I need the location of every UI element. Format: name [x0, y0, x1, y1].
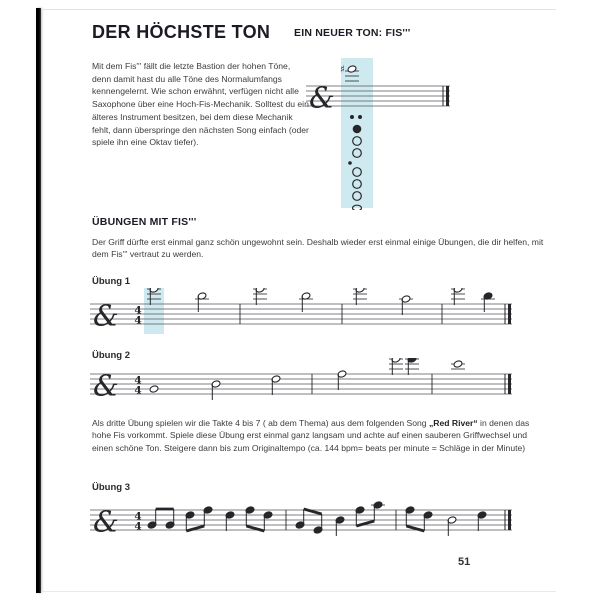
- page-number: 51: [458, 556, 471, 568]
- svg-text:♯: ♯: [340, 64, 345, 76]
- exercise-1-staff: [90, 288, 512, 334]
- page-title: DER HÖCHSTE TON: [92, 22, 271, 42]
- saxophone-fingering-chart: [342, 110, 372, 210]
- new-tone-staff: [306, 60, 450, 110]
- new-tone-heading: EIN NEUER TON: FIS''': [294, 27, 411, 39]
- exercises-heading: ÜBUNGEN MIT FIS''': [92, 216, 197, 228]
- svg-text:4: 4: [134, 314, 142, 327]
- exercise-1-label: Übung 1: [92, 276, 130, 287]
- song-text-after: in denen das hohe Fis vorkommt. Spiele diese Übung erst einmal ganz langsam und achte auf einen sauberen Griffwechsel und einen schöne Ton. Steigere dann bis zum Originaltempo (ca. 144 bpm= beats per minute = Schläge in der Minute): [92, 418, 530, 453]
- exercise-2-staff: [90, 358, 512, 404]
- svg-text:4: 4: [134, 304, 142, 317]
- intro-paragraph: Mit dem Fis''' fällt die letzte Bastion der hohen Töne, denn damit hast du alle Töne des Normalumfangs kennengelernt. Wie schon erwähnt, verfügen nicht alle Saxophone über eine Hoch-Fis-Mechanik. Solltest du ein älteres Instrument besitzen, bei dem diese Mechanik fehlt, dann überspringe den nächsten Song einfach (oder spiele ihn eine Oktav tiefer).: [92, 61, 309, 148]
- page-binding-edge: [36, 8, 41, 593]
- exercise-2-label: Übung 2: [92, 350, 130, 361]
- svg-text:&: &: [93, 298, 119, 333]
- exercise-3-label: Übung 3: [92, 482, 130, 493]
- svg-text:4: 4: [134, 374, 142, 387]
- svg-text:&: &: [93, 504, 119, 539]
- svg-text:&: &: [309, 80, 335, 110]
- exercises-intro-text: Der Griff dürfte erst einmal ganz schön ungewohnt sein. Deshalb wieder erst einmal einige Übungen, die dir helfen, mit dem Fis''' vertraut zu werden.: [92, 237, 544, 260]
- svg-text:4: 4: [134, 384, 142, 397]
- svg-text:&: &: [93, 368, 119, 403]
- page-top-edge: [41, 9, 556, 10]
- svg-text:4: 4: [134, 520, 142, 533]
- song-title: „Red River“: [428, 418, 478, 428]
- song-text-before: Als dritte Übung spielen wir die Takte 4 bis 7 ( ab dem Thema) aus dem folgenden Song: [92, 418, 429, 428]
- svg-text:4: 4: [134, 510, 142, 523]
- exercise-3-staff: [90, 494, 512, 540]
- page-bottom-edge: [41, 591, 556, 592]
- song-instruction-paragraph: [92, 417, 547, 454]
